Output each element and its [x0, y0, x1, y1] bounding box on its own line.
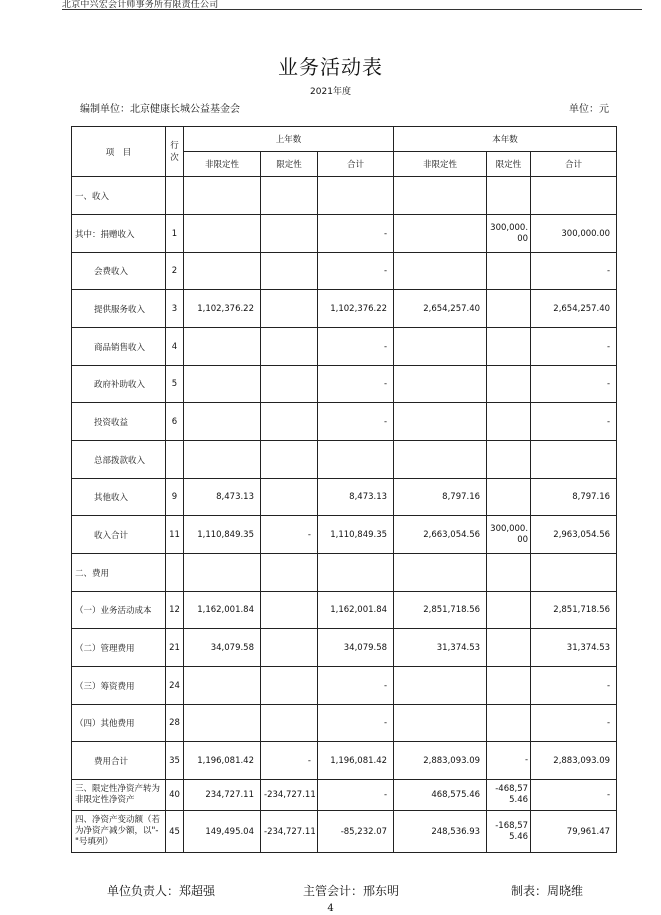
row-line-no: 9: [166, 479, 184, 516]
table-row: [72, 479, 617, 516]
row-line-no: 12: [166, 592, 184, 629]
prev-total: -: [318, 403, 394, 441]
table-row: [72, 667, 617, 705]
curr-restricted: [487, 479, 531, 516]
curr-unrestricted: 2,654,257.40: [394, 290, 487, 328]
curr-restricted: [487, 366, 531, 403]
prev-total: -: [318, 253, 394, 290]
prev-restricted: [261, 554, 318, 592]
row-line-no: 35: [166, 742, 184, 780]
row-label: 费用合计: [72, 742, 166, 780]
prev-restricted: [261, 667, 318, 705]
curr-unrestricted: [394, 253, 487, 290]
table-row: [72, 177, 617, 215]
prev-restricted: -: [261, 516, 318, 554]
curr-total: -: [531, 328, 617, 366]
curr-total: [531, 177, 617, 215]
row-line-no: 28: [166, 705, 184, 742]
header-curr-unrestricted: 非限定性: [394, 152, 487, 177]
org-label: 编制单位：北京健康长城公益基金会: [80, 104, 240, 115]
prev-restricted: [261, 479, 318, 516]
prev-unrestricted: [184, 705, 261, 742]
row-label: 其中：捐赠收入: [72, 215, 166, 253]
row-label: 其他收入: [72, 479, 166, 516]
row-label: 会费收入: [72, 253, 166, 290]
prev-restricted: [261, 328, 318, 366]
row-label: （三）筹资费用: [72, 667, 166, 705]
curr-total: -: [531, 366, 617, 403]
prev-unrestricted: [184, 177, 261, 215]
curr-total: [531, 441, 617, 479]
curr-total: -: [531, 403, 617, 441]
curr-restricted: [487, 177, 531, 215]
curr-unrestricted: [394, 667, 487, 705]
table-row: [72, 742, 617, 780]
prev-unrestricted: [184, 253, 261, 290]
signature-accountant: 主管会计：邢东明: [303, 884, 400, 898]
row-label: 一、收入: [72, 177, 166, 215]
row-line-no: [166, 177, 184, 215]
curr-unrestricted: 468,575.46: [394, 780, 487, 811]
curr-unrestricted: [394, 554, 487, 592]
row-line-no: 45: [166, 811, 184, 853]
prev-total: -: [318, 328, 394, 366]
prev-total: [318, 441, 394, 479]
curr-restricted: [487, 629, 531, 667]
table-row: [72, 441, 617, 479]
curr-unrestricted: [394, 215, 487, 253]
prev-total: 1,110,849.35: [318, 516, 394, 554]
prev-unrestricted: [184, 667, 261, 705]
signature-preparer: 制表：周晓维: [511, 884, 584, 898]
prev-unrestricted: [184, 554, 261, 592]
curr-unrestricted: [394, 177, 487, 215]
curr-total: 79,961.47: [531, 811, 617, 853]
prev-unrestricted: [184, 215, 261, 253]
prev-unrestricted: 1,196,081.42: [184, 742, 261, 780]
report-title: 业务活动表: [278, 55, 383, 79]
table-row: [72, 215, 617, 253]
row-line-no: [166, 441, 184, 479]
prev-unrestricted: 34,079.58: [184, 629, 261, 667]
curr-unrestricted: [394, 705, 487, 742]
row-label: 商品销售收入: [72, 328, 166, 366]
curr-unrestricted: 8,797.16: [394, 479, 487, 516]
table-row: [72, 328, 617, 366]
row-line-no: 6: [166, 403, 184, 441]
table-row: [72, 253, 617, 290]
prev-unrestricted: 8,473.13: [184, 479, 261, 516]
table-row: [72, 516, 617, 554]
prev-total: -: [318, 667, 394, 705]
table-row: [72, 290, 617, 328]
page-number: 4: [327, 903, 334, 914]
prev-unrestricted: 1,102,376.22: [184, 290, 261, 328]
report-year: 2021年度: [310, 87, 351, 97]
table-row: [72, 403, 617, 441]
header-curr-restricted: 限定性: [487, 152, 531, 177]
row-label: （一）业务活动成本: [72, 592, 166, 629]
row-label: 三、限定性净资产转为非限定性净资产: [72, 780, 166, 811]
curr-total: 31,374.53: [531, 629, 617, 667]
curr-restricted: 300,000.00: [487, 215, 531, 253]
prev-total: [318, 177, 394, 215]
prev-restricted: -: [261, 742, 318, 780]
row-line-no: 21: [166, 629, 184, 667]
prev-restricted: -234,727.11: [261, 780, 318, 811]
prev-total: 34,079.58: [318, 629, 394, 667]
header-prev-unrestricted: 非限定性: [184, 152, 261, 177]
prev-unrestricted: 1,162,001.84: [184, 592, 261, 629]
curr-total: -: [531, 253, 617, 290]
prev-total: -: [318, 705, 394, 742]
prev-restricted: [261, 705, 318, 742]
curr-unrestricted: 248,536.93: [394, 811, 487, 853]
curr-restricted: [487, 592, 531, 629]
curr-restricted: -: [487, 742, 531, 780]
row-label: （四）其他费用: [72, 705, 166, 742]
header-line: 行次: [166, 127, 184, 177]
row-label: 投资收益: [72, 403, 166, 441]
row-label: （二）管理费用: [72, 629, 166, 667]
row-line-no: 11: [166, 516, 184, 554]
prev-restricted: [261, 366, 318, 403]
row-line-no: 24: [166, 667, 184, 705]
prev-total: 1,162,001.84: [318, 592, 394, 629]
curr-total: -: [531, 667, 617, 705]
prev-restricted: -234,727.11: [261, 811, 318, 853]
header-prev-total: 合计: [318, 152, 394, 177]
row-label: 收入合计: [72, 516, 166, 554]
prev-total: 1,102,376.22: [318, 290, 394, 328]
signature-head: 单位负责人：郑超强: [107, 884, 216, 898]
prev-unrestricted: [184, 403, 261, 441]
curr-total: 2,654,257.40: [531, 290, 617, 328]
prev-total: [318, 554, 394, 592]
curr-restricted: [487, 554, 531, 592]
curr-unrestricted: [394, 441, 487, 479]
row-line-no: 40: [166, 780, 184, 811]
prev-total: -: [318, 780, 394, 811]
header-curr-total: 合计: [531, 152, 617, 177]
curr-restricted: -468,575.46: [487, 780, 531, 811]
prev-total: 8,473.13: [318, 479, 394, 516]
curr-restricted: [487, 290, 531, 328]
prev-restricted: [261, 290, 318, 328]
prev-restricted: [261, 253, 318, 290]
prev-total: -: [318, 215, 394, 253]
curr-restricted: [487, 328, 531, 366]
prev-total: -85,232.07: [318, 811, 394, 853]
prev-total: 1,196,081.42: [318, 742, 394, 780]
curr-total: 2,851,718.56: [531, 592, 617, 629]
curr-unrestricted: 2,883,093.09: [394, 742, 487, 780]
curr-unrestricted: 2,663,054.56: [394, 516, 487, 554]
header-curr-year: 本年数: [394, 127, 617, 152]
row-line-no: 1: [166, 215, 184, 253]
prev-restricted: [261, 592, 318, 629]
header-rule: [62, 9, 642, 10]
prev-unrestricted: [184, 328, 261, 366]
prev-unrestricted: 149,495.04: [184, 811, 261, 853]
prev-unrestricted: 1,110,849.35: [184, 516, 261, 554]
row-line-no: 3: [166, 290, 184, 328]
table-row: [72, 592, 617, 629]
curr-restricted: [487, 253, 531, 290]
row-line-no: 5: [166, 366, 184, 403]
table-row: [72, 705, 617, 742]
table-row: [72, 811, 617, 853]
curr-total: 2,963,054.56: [531, 516, 617, 554]
unit-label: 单位：元: [569, 104, 609, 115]
curr-unrestricted: [394, 403, 487, 441]
row-line-no: [166, 554, 184, 592]
row-label: 政府补助收入: [72, 366, 166, 403]
curr-total: 8,797.16: [531, 479, 617, 516]
prev-unrestricted: [184, 441, 261, 479]
prev-unrestricted: [184, 366, 261, 403]
curr-total: -: [531, 780, 617, 811]
curr-restricted: 300,000.00: [487, 516, 531, 554]
prev-restricted: [261, 403, 318, 441]
row-label: 总部拨款收入: [72, 441, 166, 479]
prev-restricted: [261, 629, 318, 667]
prev-restricted: [261, 215, 318, 253]
curr-total: [531, 554, 617, 592]
table-row: [72, 780, 617, 811]
curr-restricted: [487, 705, 531, 742]
table-row: [72, 629, 617, 667]
curr-unrestricted: 2,851,718.56: [394, 592, 487, 629]
row-line-no: 4: [166, 328, 184, 366]
prev-unrestricted: 234,727.11: [184, 780, 261, 811]
row-label: 提供服务收入: [72, 290, 166, 328]
row-label: 二、费用: [72, 554, 166, 592]
curr-restricted: [487, 441, 531, 479]
curr-restricted: -168,575.46: [487, 811, 531, 853]
curr-restricted: [487, 667, 531, 705]
prev-restricted: [261, 441, 318, 479]
firm-header: 北京中兴宏会计师事务所有限责任公司: [62, 0, 219, 10]
curr-total: -: [531, 705, 617, 742]
header-prev-restricted: 限定性: [261, 152, 318, 177]
curr-unrestricted: 31,374.53: [394, 629, 487, 667]
curr-total: 300,000.00: [531, 215, 617, 253]
prev-restricted: [261, 177, 318, 215]
activity-table: [71, 126, 617, 853]
curr-restricted: [487, 403, 531, 441]
row-label: 四、净资产变动额（若为净资产减少额，以"-"号填列）: [72, 811, 166, 853]
curr-unrestricted: [394, 366, 487, 403]
header-item: 项 目: [72, 127, 166, 177]
header-prev-year: 上年数: [184, 127, 394, 152]
curr-unrestricted: [394, 328, 487, 366]
prev-total: -: [318, 366, 394, 403]
table-row: [72, 554, 617, 592]
curr-total: 2,883,093.09: [531, 742, 617, 780]
table-row: [72, 366, 617, 403]
row-line-no: 2: [166, 253, 184, 290]
